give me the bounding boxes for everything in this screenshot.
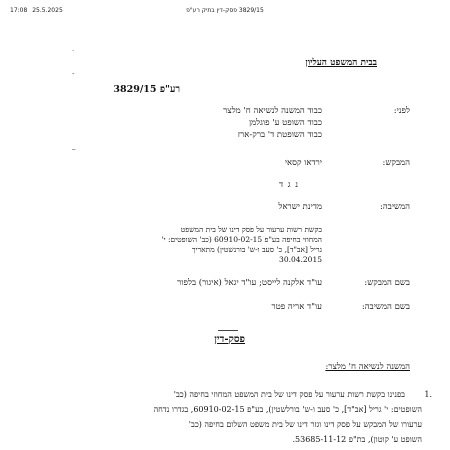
judge-1: כבוד המשנה לנשיאה ח' מלצר [223,106,322,116]
bench-label: לפני: [393,106,410,116]
respondent-counsel: עו"ד אריה פטר [271,302,322,312]
document-reference: 3829/15 פסק-דין בתיק רע"פ [186,7,264,14]
paragraph-line-2: השופטים: י' גריל [אב"ד], כ' סעב ו-ש' בורלשטין), בע"פ 60910-02-15, בגדרו נדחה [153,405,422,414]
judgment-title: פסק-דין [214,334,245,345]
print-date: 25.5.2025 [32,7,63,14]
paragraph-number: 1. [424,390,432,399]
paragraph-line-4: השופט ע' קוטון), בת"פ 53685-11-12. [292,435,422,444]
stray-mark: . [72,45,75,53]
judgment-opener: המשנה לנשיאה ח' מלצר: [325,362,410,372]
respondent-name: מדינת ישראל [278,202,322,212]
appellant-counsel-label: בשם המבקש: [364,278,410,288]
judge-3: כבוד השופטת ד' ברק-ארז [237,130,322,140]
request-line-4: 30.04.2015 [279,255,322,264]
stray-mark: - [72,70,75,78]
appellant-counsel: עו"ד אלקנה לייסט; עו"ד יגאל (איגור) בלפור [177,278,322,288]
respondent-label: המשיבה: [379,202,410,212]
separator-line [218,330,238,331]
court-name: בבית המשפט העליון [305,58,377,68]
print-timestamp [10,7,63,14]
appellant-name: ירדאו קסאי [284,158,322,168]
respondent-counsel-label: בשם המשיבה: [361,302,410,312]
case-number [113,84,180,95]
request-line-3: גריל [אב"ד], כ' סעב ו-ש' בורנשטין) מתאריך [191,245,322,254]
case-number-text: רע"פ 3829/15 [113,84,180,95]
versus-text: נ ג ד [278,180,299,190]
request-line-1: בקשת רשות ערעור על פסק דינו של בית המשפט [180,225,322,234]
print-time: 17:08 [10,7,28,14]
paragraph-line-1: בפנינו בקשת רשות ערעור על פסק דינו של בית המשפט המחוזי בחיפה (כב' [173,390,405,399]
paragraph-line-3: ערעורו של המבקש על פסק דינו וגזר דינו של בית משפט השלום בחיפה (כב' [188,420,422,429]
stray-mark: _ [72,142,76,150]
appellant-label: המבקש: [382,158,410,168]
request-line-2: המחוזי בחיפה בע"פ 60910-02-15 (כב' השופטים: י' [161,235,322,244]
judge-2: כבוד השופט ע' פוגלמן [248,118,322,128]
